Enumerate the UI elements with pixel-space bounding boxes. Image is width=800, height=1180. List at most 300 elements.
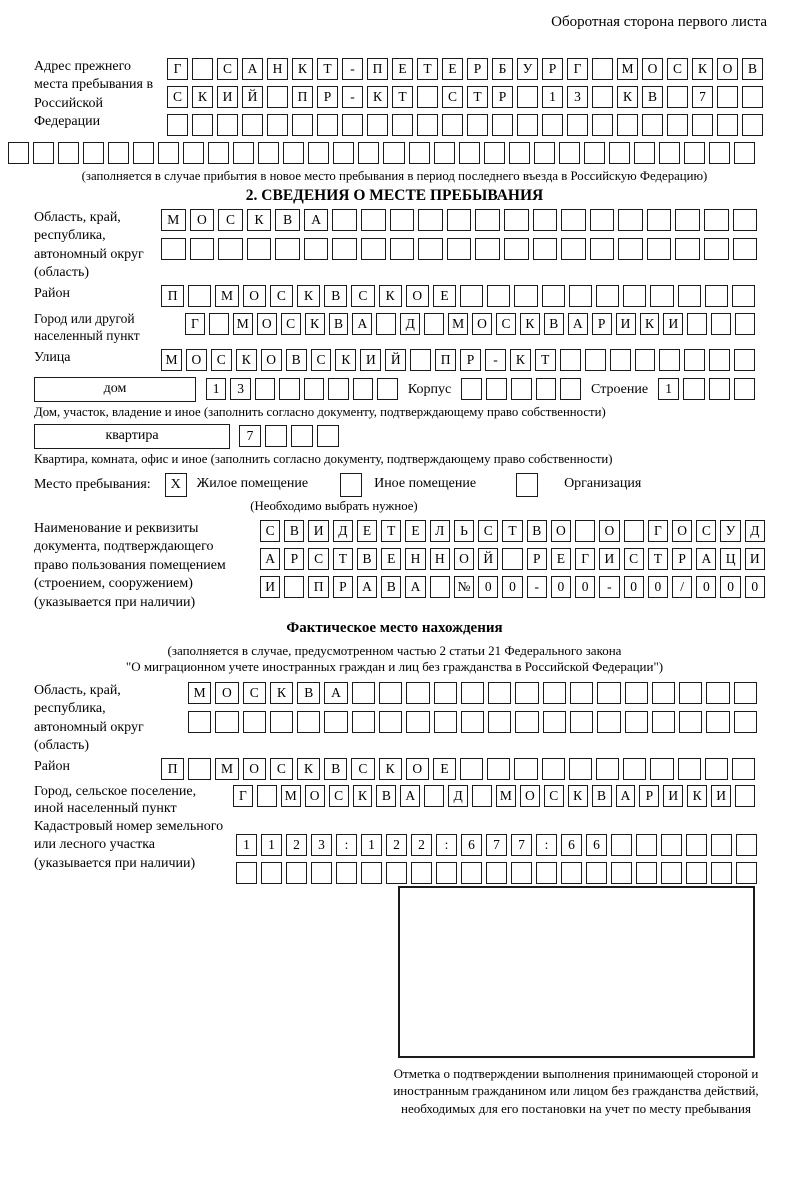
char-cell[interactable]	[733, 238, 758, 260]
char-cell[interactable]: О	[520, 785, 540, 807]
char-cell[interactable]: С	[478, 520, 498, 542]
char-cell[interactable]	[650, 285, 673, 307]
char-cell[interactable]	[311, 862, 332, 884]
char-cell[interactable]: Й	[478, 548, 498, 570]
char-cell[interactable]: Й	[242, 86, 263, 108]
char-cell[interactable]	[705, 285, 728, 307]
char-cell[interactable]	[636, 862, 657, 884]
char-cell[interactable]	[406, 682, 429, 704]
char-cell[interactable]	[667, 86, 688, 108]
char-cell[interactable]	[167, 114, 188, 136]
char-cell[interactable]	[417, 114, 438, 136]
char-cell[interactable]	[734, 682, 757, 704]
char-cell[interactable]	[292, 114, 313, 136]
char-cell[interactable]	[308, 142, 329, 164]
char-cell[interactable]	[390, 238, 415, 260]
char-cell[interactable]: О	[261, 349, 282, 371]
char-cell[interactable]: К	[297, 758, 320, 780]
char-cell[interactable]	[417, 86, 438, 108]
char-cell[interactable]: Р	[672, 548, 692, 570]
char-cell[interactable]: К	[292, 58, 313, 80]
char-cell[interactable]: :	[336, 834, 357, 856]
stay-option-checkbox-inoe[interactable]	[340, 473, 362, 497]
char-cell[interactable]: С	[624, 548, 644, 570]
char-cell[interactable]	[261, 862, 282, 884]
char-cell[interactable]: 0	[478, 576, 498, 598]
char-cell[interactable]: В	[544, 313, 564, 335]
char-cell[interactable]: К	[192, 86, 213, 108]
char-cell[interactable]: О	[599, 520, 619, 542]
char-cell[interactable]: Т	[648, 548, 668, 570]
char-cell[interactable]: П	[367, 58, 388, 80]
char-cell[interactable]: С	[351, 285, 374, 307]
char-cell[interactable]	[514, 285, 537, 307]
char-cell[interactable]	[352, 682, 375, 704]
char-cell[interactable]: В	[527, 520, 547, 542]
char-cell[interactable]: Б	[492, 58, 513, 80]
char-cell[interactable]: 2	[286, 834, 307, 856]
char-cell[interactable]: -	[342, 58, 363, 80]
char-cell[interactable]	[711, 313, 731, 335]
char-cell[interactable]: Т	[317, 58, 338, 80]
char-cell[interactable]: С	[496, 313, 516, 335]
char-cell[interactable]	[267, 86, 288, 108]
char-cell[interactable]	[410, 349, 431, 371]
char-cell[interactable]: /	[672, 576, 692, 598]
char-cell[interactable]: О	[642, 58, 663, 80]
char-cell[interactable]	[486, 378, 507, 400]
char-cell[interactable]: К	[520, 313, 540, 335]
char-cell[interactable]: 3	[567, 86, 588, 108]
char-cell[interactable]: Е	[392, 58, 413, 80]
char-cell[interactable]: С	[311, 349, 332, 371]
char-cell[interactable]: К	[692, 58, 713, 80]
char-cell[interactable]	[242, 114, 263, 136]
char-cell[interactable]	[511, 862, 532, 884]
char-cell[interactable]	[461, 862, 482, 884]
char-cell[interactable]	[270, 711, 293, 733]
char-cell[interactable]	[488, 682, 511, 704]
char-cell[interactable]	[504, 209, 529, 231]
char-cell[interactable]: А	[696, 548, 716, 570]
char-cell[interactable]: 3	[311, 834, 332, 856]
char-cell[interactable]: 2	[411, 834, 432, 856]
char-cell[interactable]: И	[663, 785, 683, 807]
char-cell[interactable]	[623, 758, 646, 780]
char-cell[interactable]: П	[161, 758, 184, 780]
char-cell[interactable]	[542, 114, 563, 136]
char-cell[interactable]: Г	[575, 548, 595, 570]
char-cell[interactable]: О	[454, 548, 474, 570]
char-cell[interactable]: П	[308, 576, 328, 598]
char-cell[interactable]	[502, 548, 522, 570]
char-cell[interactable]	[736, 834, 757, 856]
char-cell[interactable]	[447, 209, 472, 231]
char-cell[interactable]	[383, 142, 404, 164]
char-cell[interactable]	[257, 785, 277, 807]
char-cell[interactable]	[487, 758, 510, 780]
char-cell[interactable]: 6	[561, 834, 582, 856]
char-cell[interactable]: М	[188, 682, 211, 704]
char-cell[interactable]	[376, 313, 396, 335]
char-cell[interactable]	[108, 142, 129, 164]
char-cell[interactable]: -	[599, 576, 619, 598]
char-cell[interactable]	[218, 238, 243, 260]
char-cell[interactable]: А	[352, 313, 372, 335]
char-cell[interactable]	[734, 349, 755, 371]
char-cell[interactable]: 0	[551, 576, 571, 598]
char-cell[interactable]	[517, 86, 538, 108]
char-cell[interactable]: М	[161, 349, 182, 371]
char-cell[interactable]: У	[720, 520, 740, 542]
char-cell[interactable]	[570, 711, 593, 733]
char-cell[interactable]	[258, 142, 279, 164]
char-cell[interactable]	[611, 834, 632, 856]
char-cell[interactable]: О	[717, 58, 738, 80]
char-cell[interactable]	[625, 682, 648, 704]
char-cell[interactable]	[636, 834, 657, 856]
char-cell[interactable]	[592, 86, 613, 108]
char-cell[interactable]	[543, 682, 566, 704]
char-cell[interactable]	[297, 711, 320, 733]
char-cell[interactable]: В	[297, 682, 320, 704]
char-cell[interactable]	[424, 785, 444, 807]
char-cell[interactable]	[418, 238, 443, 260]
char-cell[interactable]	[590, 209, 615, 231]
char-cell[interactable]: О	[190, 209, 215, 231]
char-cell[interactable]	[267, 114, 288, 136]
char-cell[interactable]	[406, 711, 429, 733]
char-cell[interactable]	[735, 313, 755, 335]
char-cell[interactable]	[596, 285, 619, 307]
char-cell[interactable]: К	[568, 785, 588, 807]
char-cell[interactable]	[475, 209, 500, 231]
char-cell[interactable]: 7	[692, 86, 713, 108]
char-cell[interactable]: В	[286, 349, 307, 371]
char-cell[interactable]: А	[400, 785, 420, 807]
char-cell[interactable]	[461, 711, 484, 733]
char-cell[interactable]	[560, 378, 581, 400]
char-cell[interactable]	[596, 758, 619, 780]
char-cell[interactable]	[733, 209, 758, 231]
char-cell[interactable]: К	[367, 86, 388, 108]
char-cell[interactable]	[611, 862, 632, 884]
char-cell[interactable]	[684, 349, 705, 371]
char-cell[interactable]	[624, 520, 644, 542]
char-cell[interactable]: М	[233, 313, 253, 335]
char-cell[interactable]	[208, 142, 229, 164]
char-cell[interactable]: 7	[239, 425, 261, 447]
char-cell[interactable]: 6	[586, 834, 607, 856]
char-cell[interactable]: С	[544, 785, 564, 807]
char-cell[interactable]: С	[351, 758, 374, 780]
char-cell[interactable]	[575, 520, 595, 542]
char-cell[interactable]: 0	[624, 576, 644, 598]
char-cell[interactable]	[236, 862, 257, 884]
char-cell[interactable]: И	[260, 576, 280, 598]
char-cell[interactable]: Е	[433, 285, 456, 307]
char-cell[interactable]	[386, 862, 407, 884]
char-cell[interactable]: -	[527, 576, 547, 598]
char-cell[interactable]: О	[551, 520, 571, 542]
char-cell[interactable]: 1	[658, 378, 679, 400]
char-cell[interactable]	[667, 114, 688, 136]
char-cell[interactable]	[717, 86, 738, 108]
char-cell[interactable]: М	[617, 58, 638, 80]
char-cell[interactable]	[543, 711, 566, 733]
char-cell[interactable]: Ц	[720, 548, 740, 570]
char-cell[interactable]	[647, 238, 672, 260]
char-cell[interactable]	[342, 114, 363, 136]
char-cell[interactable]	[377, 378, 398, 400]
stay-option-checkbox-org[interactable]	[516, 473, 538, 497]
char-cell[interactable]: 1	[236, 834, 257, 856]
char-cell[interactable]: К	[510, 349, 531, 371]
char-cell[interactable]: С	[211, 349, 232, 371]
char-cell[interactable]: С	[217, 58, 238, 80]
char-cell[interactable]: М	[281, 785, 301, 807]
char-cell[interactable]	[570, 682, 593, 704]
char-cell[interactable]: 6	[461, 834, 482, 856]
char-cell[interactable]	[732, 758, 755, 780]
char-cell[interactable]	[411, 862, 432, 884]
char-cell[interactable]	[659, 142, 680, 164]
char-cell[interactable]	[461, 682, 484, 704]
char-cell[interactable]: Т	[467, 86, 488, 108]
char-cell[interactable]	[709, 142, 730, 164]
char-cell[interactable]	[609, 142, 630, 164]
char-cell[interactable]: И	[616, 313, 636, 335]
char-cell[interactable]: В	[642, 86, 663, 108]
char-cell[interactable]: Д	[448, 785, 468, 807]
char-cell[interactable]	[361, 209, 386, 231]
char-cell[interactable]	[133, 142, 154, 164]
char-cell[interactable]	[215, 711, 238, 733]
char-cell[interactable]	[291, 425, 313, 447]
char-cell[interactable]	[324, 711, 347, 733]
char-cell[interactable]	[533, 238, 558, 260]
char-cell[interactable]: И	[745, 548, 765, 570]
char-cell[interactable]	[188, 711, 211, 733]
char-cell[interactable]: №	[454, 576, 474, 598]
char-cell[interactable]: 7	[486, 834, 507, 856]
char-cell[interactable]: К	[305, 313, 325, 335]
char-cell[interactable]: Е	[551, 548, 571, 570]
char-cell[interactable]: Т	[381, 520, 401, 542]
char-cell[interactable]	[542, 285, 565, 307]
char-cell[interactable]	[732, 285, 755, 307]
char-cell[interactable]: А	[242, 58, 263, 80]
char-cell[interactable]: 0	[502, 576, 522, 598]
char-cell[interactable]: 1	[542, 86, 563, 108]
char-cell[interactable]: А	[260, 548, 280, 570]
char-cell[interactable]	[286, 862, 307, 884]
char-cell[interactable]	[678, 758, 701, 780]
char-cell[interactable]	[459, 142, 480, 164]
char-cell[interactable]	[517, 114, 538, 136]
char-cell[interactable]: Р	[592, 313, 612, 335]
char-cell[interactable]	[536, 862, 557, 884]
char-cell[interactable]	[684, 142, 705, 164]
char-cell[interactable]: Р	[542, 58, 563, 80]
char-cell[interactable]: А	[405, 576, 425, 598]
char-cell[interactable]: Л	[430, 520, 450, 542]
char-cell[interactable]	[83, 142, 104, 164]
char-cell[interactable]	[559, 142, 580, 164]
char-cell[interactable]	[734, 378, 755, 400]
char-cell[interactable]: М	[215, 758, 238, 780]
char-cell[interactable]: Т	[417, 58, 438, 80]
char-cell[interactable]: С	[260, 520, 280, 542]
char-cell[interactable]	[584, 142, 605, 164]
char-cell[interactable]	[328, 378, 349, 400]
char-cell[interactable]: О	[215, 682, 238, 704]
char-cell[interactable]	[265, 425, 287, 447]
char-cell[interactable]: В	[381, 576, 401, 598]
char-cell[interactable]	[592, 114, 613, 136]
char-cell[interactable]: О	[186, 349, 207, 371]
char-cell[interactable]: О	[243, 285, 266, 307]
char-cell[interactable]	[317, 425, 339, 447]
char-cell[interactable]	[217, 114, 238, 136]
char-cell[interactable]	[390, 209, 415, 231]
char-cell[interactable]	[652, 682, 675, 704]
char-cell[interactable]	[704, 238, 729, 260]
char-cell[interactable]: К	[379, 758, 402, 780]
char-cell[interactable]	[592, 58, 613, 80]
char-cell[interactable]: Г	[167, 58, 188, 80]
char-cell[interactable]: -	[342, 86, 363, 108]
char-cell[interactable]	[652, 711, 675, 733]
char-cell[interactable]	[618, 238, 643, 260]
char-cell[interactable]: В	[275, 209, 300, 231]
char-cell[interactable]: 7	[511, 834, 532, 856]
char-cell[interactable]: Г	[648, 520, 668, 542]
char-cell[interactable]: Е	[433, 758, 456, 780]
char-cell[interactable]	[560, 349, 581, 371]
char-cell[interactable]	[33, 142, 54, 164]
char-cell[interactable]	[358, 142, 379, 164]
char-cell[interactable]: Г	[185, 313, 205, 335]
char-cell[interactable]: Т	[502, 520, 522, 542]
char-cell[interactable]	[659, 349, 680, 371]
char-cell[interactable]: Р	[317, 86, 338, 108]
char-cell[interactable]: К	[379, 285, 402, 307]
char-cell[interactable]	[625, 711, 648, 733]
char-cell[interactable]: К	[297, 285, 320, 307]
char-cell[interactable]	[569, 758, 592, 780]
char-cell[interactable]	[336, 862, 357, 884]
char-cell[interactable]: А	[568, 313, 588, 335]
char-cell[interactable]: С	[270, 285, 293, 307]
char-cell[interactable]: С	[218, 209, 243, 231]
char-cell[interactable]	[686, 834, 707, 856]
char-cell[interactable]: Р	[333, 576, 353, 598]
char-cell[interactable]	[590, 238, 615, 260]
char-cell[interactable]: Г	[233, 785, 253, 807]
char-cell[interactable]: Д	[745, 520, 765, 542]
char-cell[interactable]	[511, 378, 532, 400]
char-cell[interactable]: -	[485, 349, 506, 371]
char-cell[interactable]: Р	[639, 785, 659, 807]
char-cell[interactable]: М	[496, 785, 516, 807]
stay-option-checkbox-zhiloe[interactable]: X	[165, 473, 187, 497]
char-cell[interactable]: :	[436, 834, 457, 856]
char-cell[interactable]: К	[617, 86, 638, 108]
char-cell[interactable]: П	[435, 349, 456, 371]
char-cell[interactable]	[192, 114, 213, 136]
char-cell[interactable]: Й	[385, 349, 406, 371]
char-cell[interactable]: К	[247, 209, 272, 231]
char-cell[interactable]: 0	[575, 576, 595, 598]
char-cell[interactable]	[8, 142, 29, 164]
char-cell[interactable]	[434, 142, 455, 164]
char-cell[interactable]	[367, 114, 388, 136]
char-cell[interactable]: 0	[745, 576, 765, 598]
char-cell[interactable]	[679, 711, 702, 733]
char-cell[interactable]: С	[308, 548, 328, 570]
char-cell[interactable]: О	[305, 785, 325, 807]
char-cell[interactable]: И	[308, 520, 328, 542]
char-cell[interactable]	[504, 238, 529, 260]
char-cell[interactable]	[509, 142, 530, 164]
char-cell[interactable]	[533, 209, 558, 231]
char-cell[interactable]: К	[236, 349, 257, 371]
char-cell[interactable]: 0	[648, 576, 668, 598]
char-cell[interactable]: :	[536, 834, 557, 856]
char-cell[interactable]: К	[335, 349, 356, 371]
char-cell[interactable]: О	[472, 313, 492, 335]
char-cell[interactable]: И	[663, 313, 683, 335]
char-cell[interactable]	[190, 238, 215, 260]
char-cell[interactable]	[379, 682, 402, 704]
char-cell[interactable]: О	[406, 758, 429, 780]
char-cell[interactable]: А	[304, 209, 329, 231]
char-cell[interactable]: О	[257, 313, 277, 335]
char-cell[interactable]	[284, 576, 304, 598]
char-cell[interactable]	[683, 378, 704, 400]
char-cell[interactable]	[418, 209, 443, 231]
char-cell[interactable]: А	[324, 682, 347, 704]
char-cell[interactable]	[642, 114, 663, 136]
char-cell[interactable]: В	[324, 285, 347, 307]
char-cell[interactable]: С	[667, 58, 688, 80]
char-cell[interactable]: Р	[284, 548, 304, 570]
char-cell[interactable]: В	[284, 520, 304, 542]
char-cell[interactable]: 1	[361, 834, 382, 856]
char-cell[interactable]: И	[360, 349, 381, 371]
char-cell[interactable]	[209, 313, 229, 335]
char-cell[interactable]	[233, 142, 254, 164]
char-cell[interactable]: В	[592, 785, 612, 807]
char-cell[interactable]	[275, 238, 300, 260]
char-cell[interactable]	[434, 711, 457, 733]
char-cell[interactable]	[561, 238, 586, 260]
char-cell[interactable]	[661, 834, 682, 856]
char-cell[interactable]: Р	[527, 548, 547, 570]
char-cell[interactable]	[488, 711, 511, 733]
char-cell[interactable]	[460, 758, 483, 780]
char-cell[interactable]	[679, 682, 702, 704]
char-cell[interactable]	[409, 142, 430, 164]
char-cell[interactable]	[569, 285, 592, 307]
char-cell[interactable]: Ь	[454, 520, 474, 542]
char-cell[interactable]: М	[161, 209, 186, 231]
char-cell[interactable]	[352, 711, 375, 733]
char-cell[interactable]	[361, 862, 382, 884]
char-cell[interactable]	[475, 238, 500, 260]
char-cell[interactable]: Р	[460, 349, 481, 371]
